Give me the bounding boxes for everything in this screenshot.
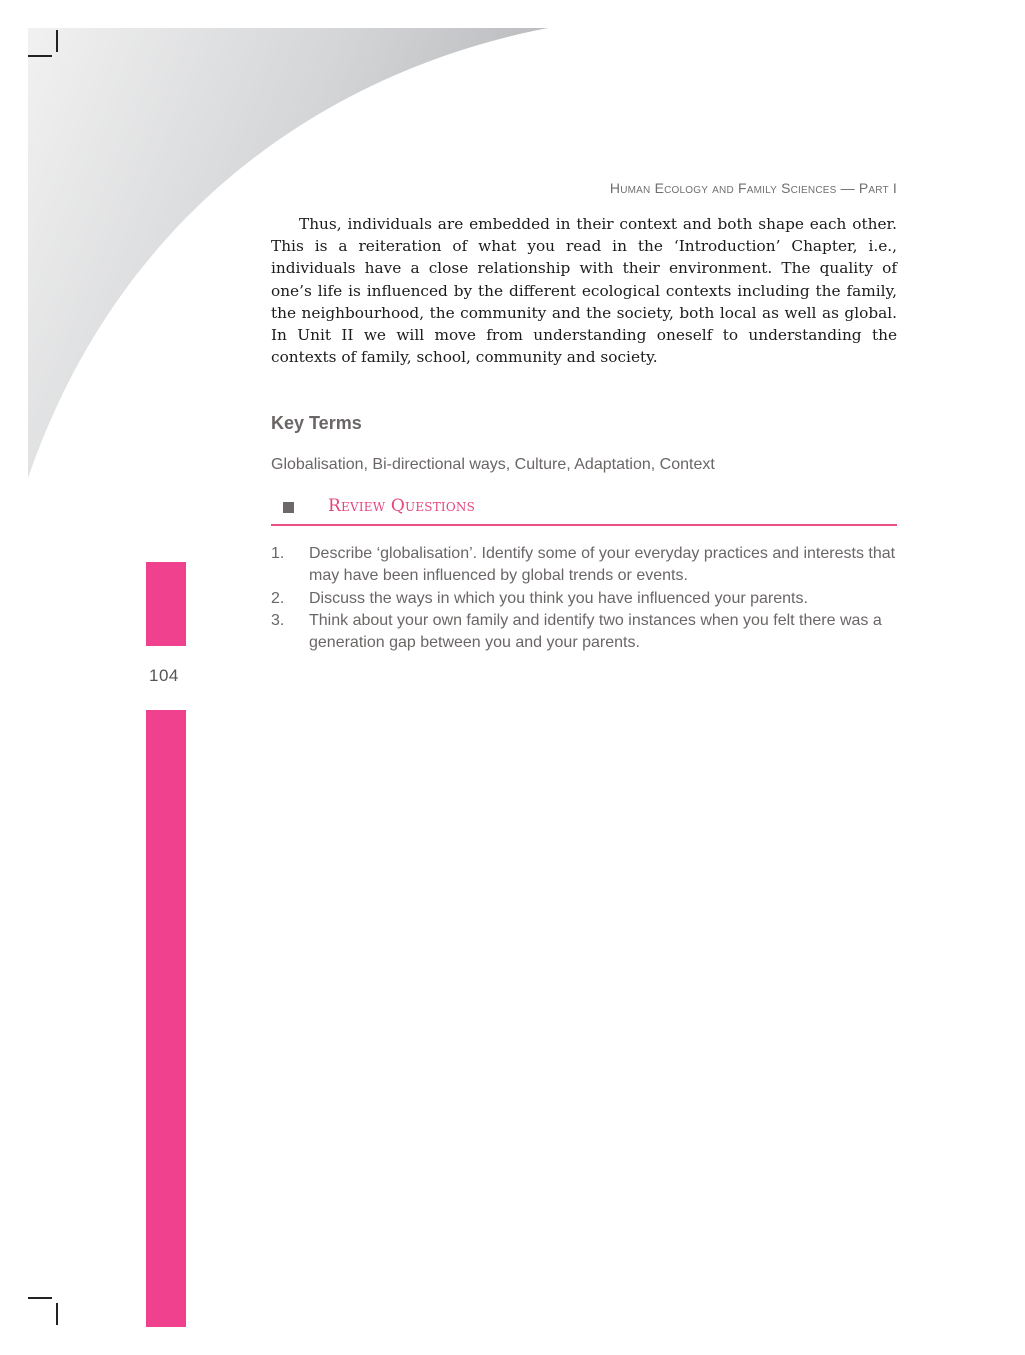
question-text: Describe ‘globalisation’. Identify some of your everyday practices and interests that may have been influenced by global trends or events. — [309, 545, 896, 585]
section-divider — [271, 524, 897, 526]
question-item — [271, 610, 897, 655]
side-accent-bar-top — [146, 562, 186, 646]
question-number: 1. — [271, 545, 285, 562]
page-number: 104 — [149, 666, 179, 685]
crop-mark-top-left-h — [28, 55, 52, 57]
key-terms-heading: Key Terms — [271, 413, 362, 433]
running-head-text: Human Ecology and Family Sciences — Part I — [609, 180, 897, 196]
side-accent-bar-bottom — [146, 710, 186, 1327]
question-item — [271, 588, 897, 610]
question-number: 3. — [271, 611, 285, 629]
body-paragraph: Thus, individuals are embedded in their context and both shape each other. This is a reiteration of what you read in the ‘Introduction’ Chapter, i.e., individuals have a close relationship with their environment. The quality of one’s life is influenced by the different ecological contexts including the family, the neighbourhood, the community and the society, both local as well as global. In Unit II we will move from understanding oneself to understanding the contexts of family, school, community and society. — [271, 215, 897, 367]
question-number: 2. — [271, 589, 285, 607]
review-questions-heading: Review Questions — [328, 496, 475, 516]
question-text: Think about your own family and identify two instances when you felt there was a generation gap between you and your parents. — [309, 611, 882, 652]
question-item — [271, 543, 897, 588]
square-bullet-icon — [283, 502, 294, 513]
review-questions-list — [271, 543, 897, 654]
crop-mark-bottom-left-h — [28, 1297, 52, 1299]
running-head — [610, 180, 897, 196]
key-terms-list: Globalisation, Bi-directional ways, Culture, Adaptation, Context — [271, 456, 715, 473]
crop-mark-bottom-left-v — [56, 1303, 58, 1325]
crop-mark-top-left-v — [56, 30, 58, 52]
question-text: Discuss the ways in which you think you have influenced your parents. — [309, 589, 808, 607]
